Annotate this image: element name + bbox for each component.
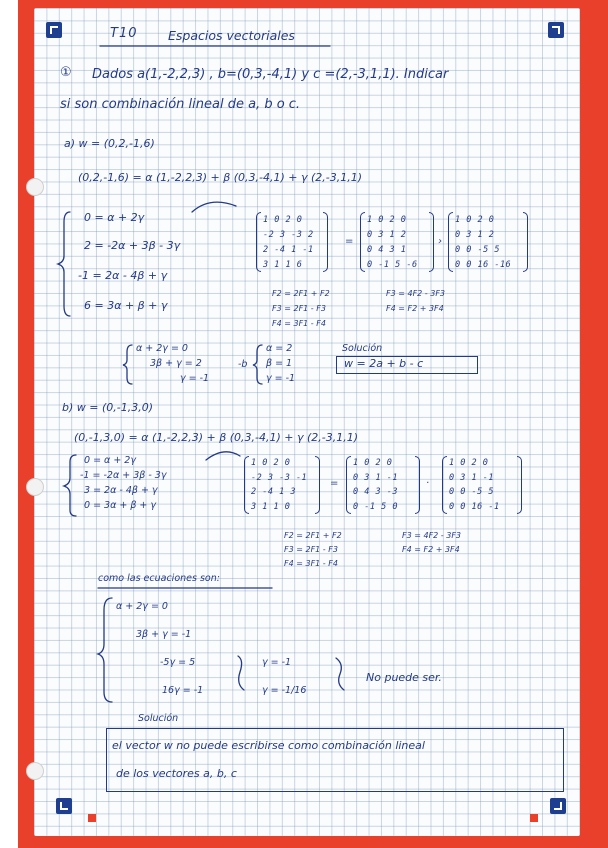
value: γ = -1 [266, 373, 296, 384]
matrix-row: 0 -1 5 -6 [367, 259, 418, 270]
matrix-row: 0 0 16 -1 [449, 501, 500, 512]
arrow-sign: › [438, 236, 442, 247]
part-a-heading: a) w = (0,2,-1,6) [64, 137, 155, 150]
row-op: F3 = 4F2 - 3F3 [402, 531, 462, 540]
matrix-row: 0 0 -5 5 [449, 487, 494, 498]
solution-line-2: de los vectores a, b, c [116, 767, 237, 780]
problem-line-1: Dados a(1,-2,2,3) , b=(0,3,-4,1) y c =(2,-3,1,1). Indicar [92, 67, 449, 82]
matrix-row: 0 4 3 -3 [353, 487, 398, 498]
reduced-eq: α + 2γ = 0 [116, 601, 168, 612]
matrix-row: 1 0 2 0 [455, 214, 495, 225]
dot-sign: · [426, 478, 430, 489]
part-a-matrix-2 [360, 212, 434, 272]
part-a-eq-2: 2 = -2α + 3β - 3γ [84, 239, 181, 252]
conclusion: No puede ser. [366, 671, 442, 684]
value: β = 1 [266, 358, 293, 369]
reduced-eq: 3β + γ = -1 [136, 629, 192, 640]
reduced-eq: 16γ = -1 [162, 685, 204, 696]
note-text: como las ecuaciones son: [98, 573, 220, 584]
part-b-matrix-1 [244, 456, 320, 514]
matrix-row: 1 0 2 0 [251, 458, 291, 469]
matrix-row: 0 0 16 -16 [455, 259, 512, 270]
matrix-row: 3 1 1 6 [263, 259, 303, 270]
part-b-matrix-2 [346, 456, 420, 514]
matrix-row: 1 0 2 0 [353, 458, 393, 469]
value: γ = -1/16 [262, 685, 307, 696]
reduced-eq: 3β + γ = 2 [150, 358, 202, 369]
row-op: F4 = F2 + 3F4 [402, 545, 460, 554]
matrix-row: 0 3 1 -1 [353, 472, 398, 483]
reduced-eq: -5γ = 5 [160, 657, 196, 668]
matrix-row: 0 0 -5 5 [455, 244, 500, 255]
part-b-equation: (0,-1,3,0) = α (1,-2,2,3) + β (0,3,-4,1) + γ (2,-3,1,1) [74, 431, 359, 444]
part-b-matrix-3 [442, 456, 522, 514]
row-op: F3 = 4F2 - 3F3 [386, 289, 446, 298]
equals-sign: = [345, 236, 354, 247]
matrix-row: 0 3 1 2 [367, 229, 407, 240]
row-op: F3 = 2F1 - F3 [272, 304, 326, 313]
part-b-eq-2: -1 = -2α + 3β - 3γ [80, 470, 167, 481]
part-a-eq-3: -1 = 2α - 4β + γ [78, 269, 168, 282]
row-op: F3 = 2F1 - F3 [284, 545, 338, 554]
problem-number: ① [60, 65, 72, 80]
solution-label: Solución [342, 343, 383, 354]
solution-box [106, 728, 564, 792]
part-a-eq-1: 0 = α + 2γ [84, 211, 145, 224]
matrix-row: 0 4 3 1 [367, 244, 407, 255]
row-op: F4 = 3F1 - F4 [272, 319, 326, 328]
matrix-row: 0 3 1 -1 [449, 472, 494, 483]
matrix-row: 1 0 2 0 [367, 214, 407, 225]
value: α = 2 [266, 343, 293, 354]
value: γ = -1 [262, 657, 292, 668]
topic-number: T10 [110, 26, 138, 41]
matrix-row: 1 0 2 0 [449, 458, 489, 469]
row-op: F4 = 3F1 - F4 [284, 559, 338, 568]
part-a-matrix-1 [256, 212, 328, 272]
solution-text: w = 2a + b - c [344, 357, 424, 370]
matrix-row: 2 -4 1 -1 [263, 244, 314, 255]
solution-label: Solución [138, 713, 179, 724]
matrix-row: 3 1 1 0 [251, 501, 291, 512]
matrix-row: -2 3 -3 -1 [251, 472, 308, 483]
part-b-eq-3: 3 = 2α - 4β + γ [84, 485, 158, 496]
matrix-row: 0 -1 5 0 [353, 501, 398, 512]
part-b-heading: b) w = (0,-1,3,0) [62, 401, 154, 414]
part-a-equation: (0,2,-1,6) = α (1,-2,2,3) + β (0,3,-4,1) + γ (2,-3,1,1) [78, 171, 363, 184]
reduced-eq: γ = -1 [180, 373, 210, 384]
page-title: Espacios vectoriales [168, 28, 295, 43]
part-a-eq-4: 6 = 3α + β + γ [84, 299, 168, 312]
reduced-eq: α + 2γ = 0 [136, 343, 188, 354]
row-op: F4 = F2 + 3F4 [386, 304, 444, 313]
row-op: F2 = 2F1 + F2 [272, 289, 330, 298]
matrix-row: -2 3 -3 2 [263, 229, 314, 240]
arrow-label: -b [238, 359, 248, 370]
matrix-row: 1 0 2 0 [263, 214, 303, 225]
matrix-row: 2 -4 1 3 [251, 487, 296, 498]
solution-line-1: el vector w no puede escribirse como combinación lineal [112, 739, 425, 752]
row-op: F2 = 2F1 + F2 [284, 531, 342, 540]
equals-sign: = [330, 478, 339, 489]
part-b-eq-4: 0 = 3α + β + γ [84, 500, 157, 511]
part-a-matrix-3 [448, 212, 528, 272]
part-b-eq-1: 0 = α + 2γ [84, 455, 136, 466]
matrix-row: 0 3 1 2 [455, 229, 495, 240]
problem-line-2: si son combinación lineal de a, b o c. [60, 97, 301, 112]
